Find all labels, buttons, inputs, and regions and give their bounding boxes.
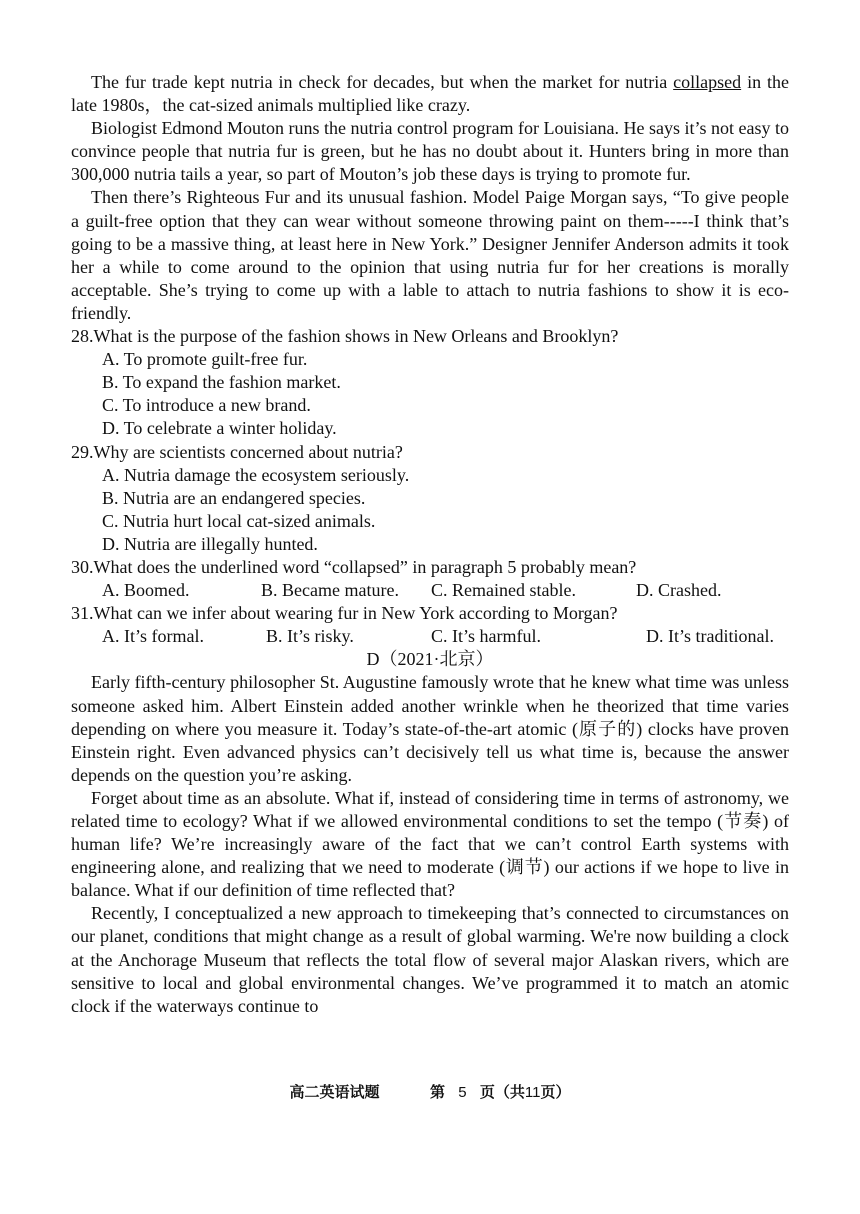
options-31 <box>71 625 789 648</box>
option-28-a: A. To promote guilt-free fur. <box>102 349 308 370</box>
option-29-a: A. Nutria damage the ecosystem seriously. <box>102 464 410 485</box>
option-28-b: B. To expand the fashion market. <box>102 372 341 393</box>
option-30-d: D. Crashed. <box>636 580 722 601</box>
footer-total-suffix: 页） <box>540 1083 571 1101</box>
footer-page-number: 5 <box>458 1084 467 1101</box>
question-31: 31.What can we infer about wearing fur in New York according to Morgan? <box>71 603 618 624</box>
option-31-d: D. It’s traditional. <box>646 626 774 647</box>
paragraph-3: Then there’s Righteous Fur and its unusual fashion. Model Paige Morgan says, “To give people a guilt-free option that they can wear without someone throwing paint on them-----I think that’s going to be a massive thing, at least here in New York.” Designer Jennifer Anderson admits it took her a while to come around to the opinion that using nutria fur for her creations is morally acceptable. She’s trying to come up with a lable to attach to nutria fashions to show it is eco-friendly. <box>71 187 789 323</box>
option-31-c: C. It’s harmful. <box>431 626 541 647</box>
footer-page-suffix: 页（共 <box>479 1083 525 1101</box>
option-28-c: C. To introduce a new brand. <box>102 395 311 416</box>
options-30 <box>71 579 789 602</box>
option-29-b: B. Nutria are an endangered species. <box>102 487 366 508</box>
passage-d-paragraph-2: Forget about time as an absolute. What if, instead of considering time in terms of astronomy, we related time to ecology? What if we allowed environmental conditions to set the tempo (节奏) of human life? We’re increasingly aware of the fact that we can’t control Earth systems with engineering alone, and realizing that we need to moderate (调节) our actions if we hope to live in balance. What if our definition of time reflected that? <box>71 787 789 901</box>
section-heading: D（2021·北京） <box>366 649 494 670</box>
option-31-a: A. It’s formal. <box>102 626 204 647</box>
footer-page-prefix: 第 <box>430 1083 446 1101</box>
option-30-a: A. Boomed. <box>102 580 190 601</box>
passage-d-paragraph-1: Early fifth-century philosopher St. Augustine famously wrote that he knew what time was unless someone asked him. Albert Einstein added another wrinkle when he theorized that time varies depending on where you measure it. Today’s state-of-the-art atomic (原子的) clocks have proven Einstein right. Even advanced physics can’t decisively tell us what time is, because the answer depends on the question you’re asking. <box>71 672 789 785</box>
passage-d-paragraph-3: Recently, I conceptualized a new approach to timekeeping that’s connected to circumstances on our planet, conditions that might change as a result of global warming. We're now building a clock at the Anchorage Museum that reflects the total flow of several major Alaskan rivers, which are sensitive to local and global environmental changes. We’ve programmed it to match an atomic clock if the waterways continue to <box>71 903 789 1016</box>
question-28: 28.What is the purpose of the fashion shows in New Orleans and Brooklyn? <box>71 326 619 347</box>
underlined-word: collapsed <box>673 72 742 92</box>
question-29: 29.Why are scientists concerned about nutria? <box>71 441 403 462</box>
question-30: 30.What does the underlined word “collapsed” in paragraph 5 probably mean? <box>71 556 637 577</box>
footer-title: 高二英语试题 <box>289 1083 380 1101</box>
option-30-c: C. Remained stable. <box>431 580 576 601</box>
paragraph-2: Biologist Edmond Mouton runs the nutria control program for Louisiana. He says it’s not easy to convince people that nutria fur is green, but he has no doubt about it. Hunters bring in more than 300,000 nutria tails a year, so part of Mouton’s job these days is trying to promote fur. <box>71 118 789 185</box>
option-31-b: B. It’s risky. <box>266 626 354 647</box>
footer-total-pages: 11 <box>524 1084 541 1101</box>
page-footer <box>0 1081 860 1102</box>
option-29-c: C. Nutria hurt local cat-sized animals. <box>102 510 376 531</box>
option-28-d: D. To celebrate a winter holiday. <box>102 418 337 439</box>
option-30-b: B. Became mature. <box>261 580 399 601</box>
document-page <box>71 71 789 1018</box>
paragraph-1: The fur trade kept nutria in check for decades, but when the market for nutria collapsed in the late 1980s，the cat-sized animals multiplied like crazy. <box>71 72 789 116</box>
option-29-d: D. Nutria are illegally hunted. <box>102 533 318 554</box>
